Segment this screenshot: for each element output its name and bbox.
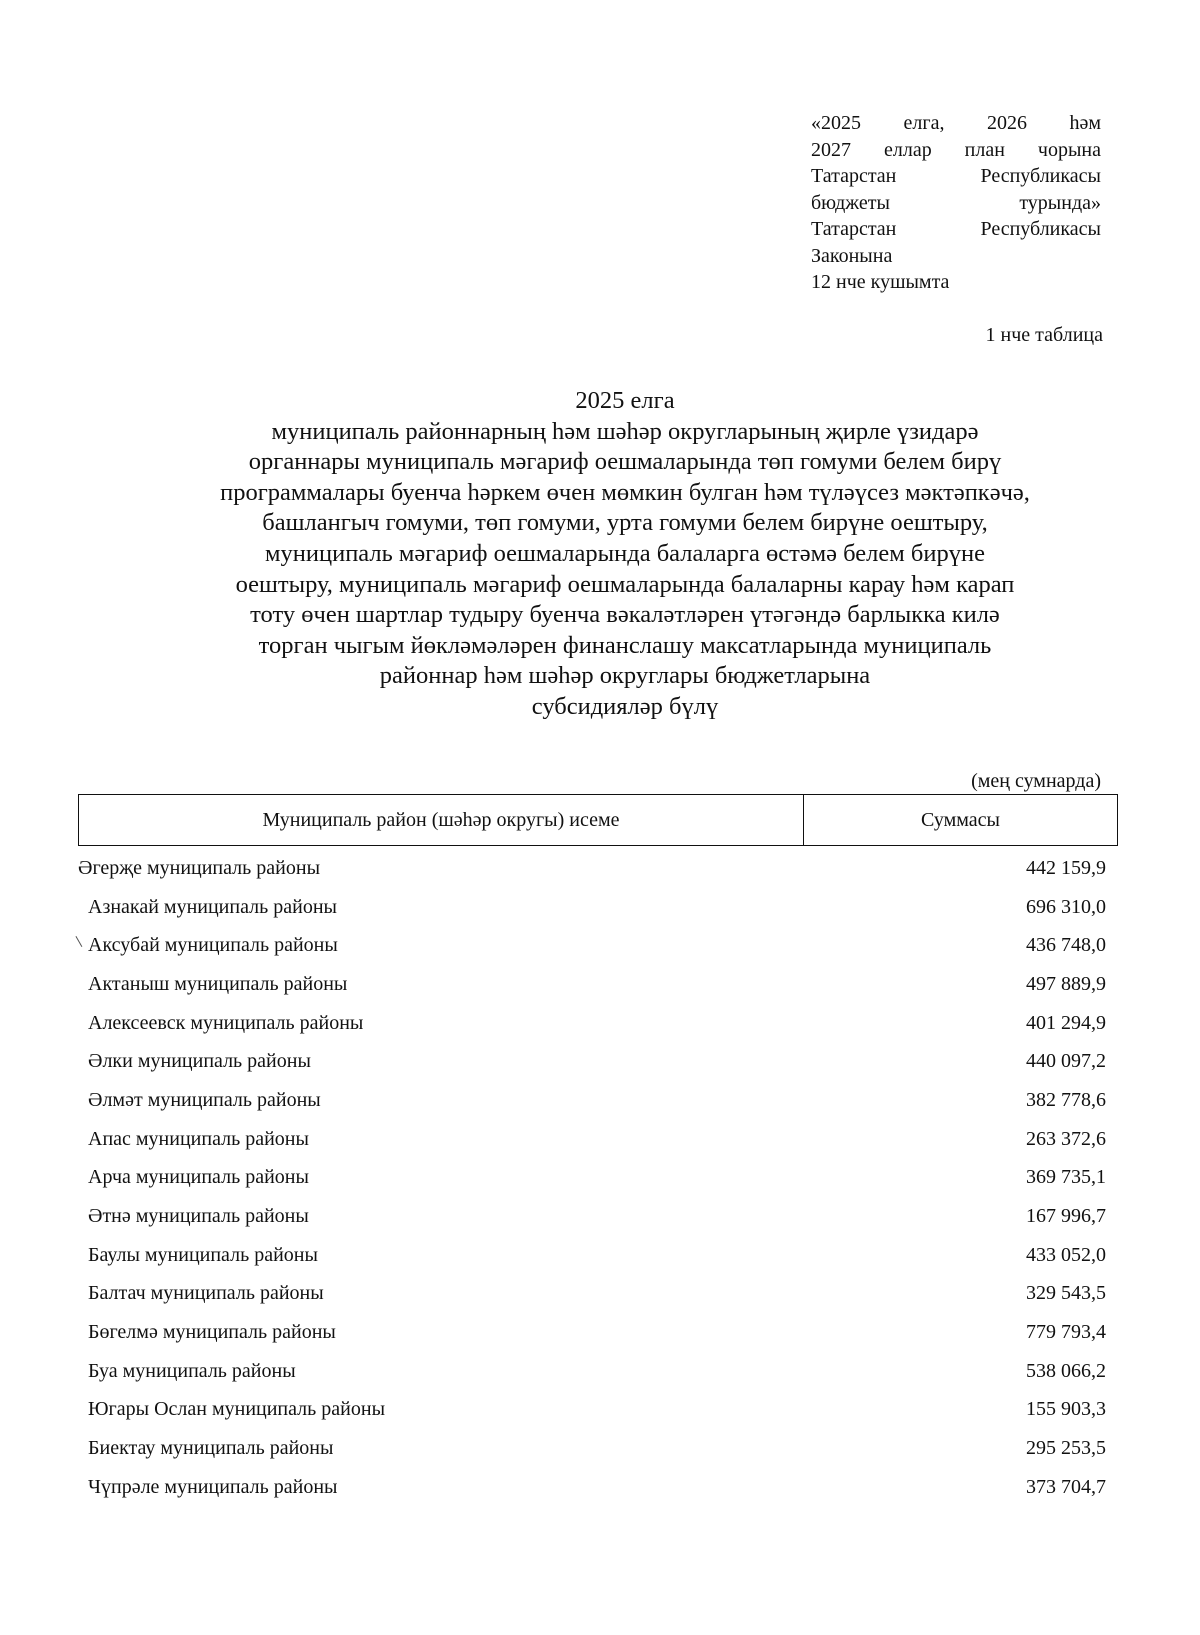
row-sum: 538 066,2 bbox=[1026, 1359, 1106, 1382]
row-sum: 373 704,7 bbox=[1026, 1475, 1106, 1498]
table-row bbox=[78, 965, 1106, 1004]
row-name: Балтач муниципаль районы bbox=[88, 1282, 324, 1305]
row-name: Әлки муниципаль районы bbox=[88, 1050, 311, 1073]
row-sum: 696 310,0 bbox=[1026, 895, 1106, 918]
annex-line: «2025 елга, 2026 һәм bbox=[811, 112, 1101, 134]
table-row bbox=[78, 1197, 1106, 1236]
row-name: Актаныш муниципаль районы bbox=[88, 972, 348, 995]
row-name: Арча муниципаль районы bbox=[88, 1166, 309, 1189]
row-name: Буа муниципаль районы bbox=[88, 1359, 296, 1382]
row-sum: 329 543,5 bbox=[1026, 1282, 1106, 1305]
annex-line: бюджеты турында» bbox=[811, 191, 1101, 214]
table-row bbox=[78, 1120, 1106, 1159]
title-line: субсидияләр бүлү bbox=[531, 692, 719, 720]
annex-line: 12 нче кушымта bbox=[811, 271, 950, 293]
table-body bbox=[78, 849, 1106, 1507]
annex-line: Татарстан Республикасы bbox=[811, 218, 1101, 240]
title-line: программалары буенча һәркем өчен мөмкин булган һәм түләүсез мәктәпкәчә, bbox=[220, 478, 1030, 506]
row-name: Әлмәт муниципаль районы bbox=[88, 1088, 321, 1111]
row-sum: 369 735,1 bbox=[1026, 1166, 1106, 1189]
table-row bbox=[78, 849, 1106, 888]
table-header bbox=[78, 794, 1118, 846]
row-sum: 155 903,3 bbox=[1026, 1398, 1106, 1421]
title-line: торган чыгым йөкләмәләрен финанслашу максатларында муниципаль bbox=[258, 631, 992, 659]
annex-line: Законына bbox=[811, 244, 893, 267]
table-row bbox=[78, 1313, 1106, 1352]
table-number: 1 нче таблица bbox=[985, 324, 1103, 346]
table-row bbox=[78, 1081, 1106, 1120]
table-row bbox=[78, 1004, 1106, 1043]
row-name: Апас муниципаль районы bbox=[88, 1127, 309, 1150]
row-sum: 401 294,9 bbox=[1026, 1011, 1106, 1034]
document-title bbox=[100, 386, 1150, 723]
header-name-column: Муниципаль район (шәһәр округы) исеме bbox=[79, 795, 804, 845]
annex-line: 2027 еллар план чорына bbox=[811, 138, 1101, 161]
row-name: Әтнә муниципаль районы bbox=[88, 1205, 309, 1228]
title-line: районнар һәм шәһәр округлары бюджетларына bbox=[379, 662, 871, 690]
row-sum: 442 159,9 bbox=[1026, 856, 1106, 879]
row-name: Әгерҗе муниципаль районы bbox=[78, 856, 321, 879]
title-line: муниципаль районнарның һәм шәһәр округларының җирле үзидарә bbox=[271, 417, 979, 445]
title-line: оештыру, муниципаль мәгариф оешмаларында балаларны карау һәм карап bbox=[235, 570, 1015, 598]
row-sum: 440 097,2 bbox=[1026, 1050, 1106, 1073]
table-row bbox=[78, 1391, 1106, 1430]
title-line: тоту өчен шартлар тудыру буенча вәкаләтләрен үтәгәндә барлыкка килә bbox=[250, 601, 1000, 629]
table-row bbox=[78, 1042, 1106, 1081]
annex-reference bbox=[811, 110, 1101, 296]
row-name: Аксубай муниципаль районы bbox=[88, 934, 338, 957]
title-line: 2025 елга bbox=[575, 387, 675, 414]
title-line: муниципаль мәгариф оешмаларында балаларга өстәмә белем бирүне bbox=[265, 539, 985, 567]
row-sum: 167 996,7 bbox=[1026, 1205, 1106, 1228]
row-name: Югары Ослан муниципаль районы bbox=[88, 1398, 386, 1421]
row-name: Бөгелмә муниципаль районы bbox=[88, 1321, 336, 1344]
table-row bbox=[78, 1159, 1106, 1198]
row-sum: 497 889,9 bbox=[1026, 972, 1106, 995]
row-sum: 779 793,4 bbox=[1026, 1321, 1106, 1344]
row-name: Баулы муниципаль районы bbox=[88, 1243, 318, 1266]
units-note: (мең сумнарда) bbox=[971, 770, 1101, 792]
row-sum: 263 372,6 bbox=[1026, 1127, 1106, 1150]
table-row bbox=[78, 1468, 1106, 1507]
row-sum: 433 052,0 bbox=[1026, 1243, 1106, 1266]
header-sum-column: Суммасы bbox=[921, 808, 1000, 831]
annex-line: Татарстан Республикасы bbox=[811, 165, 1101, 187]
row-name: Чүпрәле муниципаль районы bbox=[88, 1475, 338, 1498]
table-row bbox=[78, 1275, 1106, 1314]
row-sum: 295 253,5 bbox=[1026, 1437, 1106, 1460]
title-line: органнары муниципаль мәгариф оешмаларында төп гомуми белем бирү bbox=[248, 448, 1002, 476]
row-sum: 382 778,6 bbox=[1026, 1088, 1106, 1111]
table-row bbox=[78, 1352, 1106, 1391]
table-row bbox=[78, 926, 1106, 965]
title-line: башлангыч гомуми, төп гомуми, урта гомуми белем бирүне оештыру, bbox=[262, 509, 988, 537]
row-name: Биектау муниципаль районы bbox=[88, 1437, 334, 1460]
row-sum: 436 748,0 bbox=[1026, 934, 1106, 957]
table-row bbox=[78, 1429, 1106, 1468]
row-name: Азнакай муниципаль районы bbox=[88, 895, 337, 918]
table-row bbox=[78, 1236, 1106, 1275]
row-name: Алексеевск муниципаль районы bbox=[88, 1011, 364, 1034]
table-row bbox=[78, 888, 1106, 927]
